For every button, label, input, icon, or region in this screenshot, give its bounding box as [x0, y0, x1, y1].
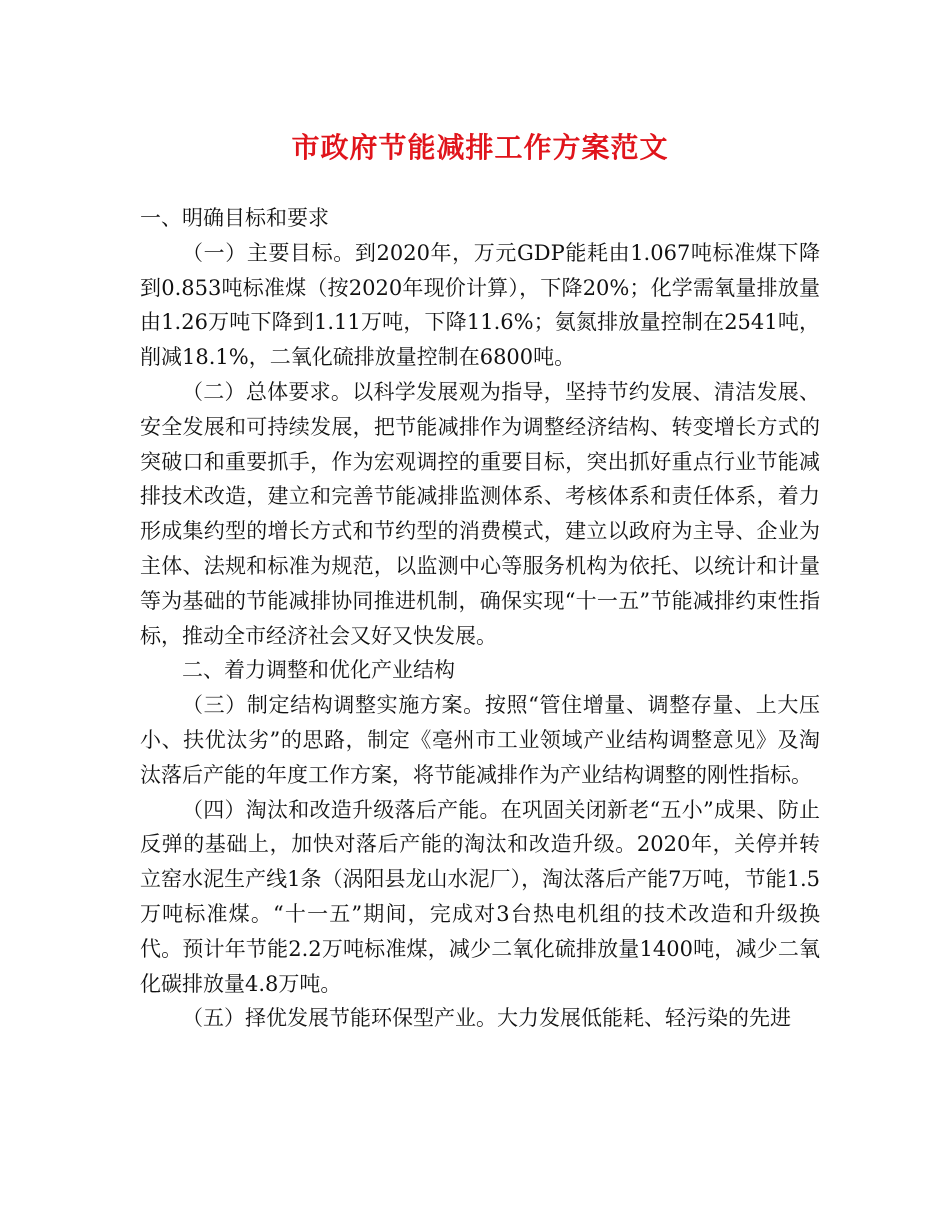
paragraph-main-goal: （一）主要目标。到2020年，万元GDP能耗由1.067吨标准煤下降到0.853吨标准煤（按2020年现价计算），下降20%；化学需氧量排放量由1.26万吨下降到1.11万吨，下降11.6%；氨氮排放量控制在2541吨，削减18.1%，二氧化硫排放量控制在6800吨。 — [140, 240, 820, 370]
document-title: 市政府节能减排工作方案范文 — [291, 131, 669, 164]
document-body — [140, 201, 820, 1036]
paragraph-green-industry: （五）择优发展节能环保型产业。大力发展低能耗、轻污染的先进 — [182, 1006, 791, 1031]
paragraph-overall-requirement: （二）总体要求。以科学发展观为指导，坚持节约发展、清洁发展、安全发展和可持续发展，把节能减排作为调整经济结构、转变增长方式的突破口和重要抓手，作为宏观调控的重要目标，突出抓好重点行业节能减排技术改造，建立和完善节能减排监测体系、考核体系和责任体系，着力形成集约型的增长方式和节约型的消费模式，建立以政府为主导、企业为主体、法规和标准为规范，以监测中心等服务机构为依托、以统计和计量等为基础的节能减排协同推进机制，确保实现“十一五”节能减排约束性指标，推动全市经济社会又好又快发展。 — [140, 379, 820, 648]
paragraph-eliminate-backward-capacity: （四）淘汰和改造升级落后产能。在巩固关闭新老“五小”成果、防止反弹的基础上，加快对落后产能的淘汰和改造升级。2020年，关停并转立窑水泥生产线1条（涡阳县龙山水泥厂），淘汰落后产能7万吨，节能1.5万吨标准煤。“十一五”期间，完成对3台热电机组的技术改造和升级换代。预计年节能2.2万吨标准煤，减少二氧化硫排放量1400吨，减少二氧化碳排放量4.8万吨。 — [140, 797, 820, 996]
document-page — [140, 0, 820, 1230]
section-heading-2: 二、着力调整和优化产业结构 — [182, 658, 455, 683]
section-heading-1: 一、明确目标和要求 — [140, 206, 329, 230]
paragraph-structural-plan: （三）制定结构调整实施方案。按照“管住增量、调整存量、上大压小、扶优汰劣”的思路，制定《亳州市工业领域产业结构调整意见》及淘汰落后产能的年度工作方案，将节能减排作为产业结构调整的刚性指标。 — [140, 693, 820, 787]
